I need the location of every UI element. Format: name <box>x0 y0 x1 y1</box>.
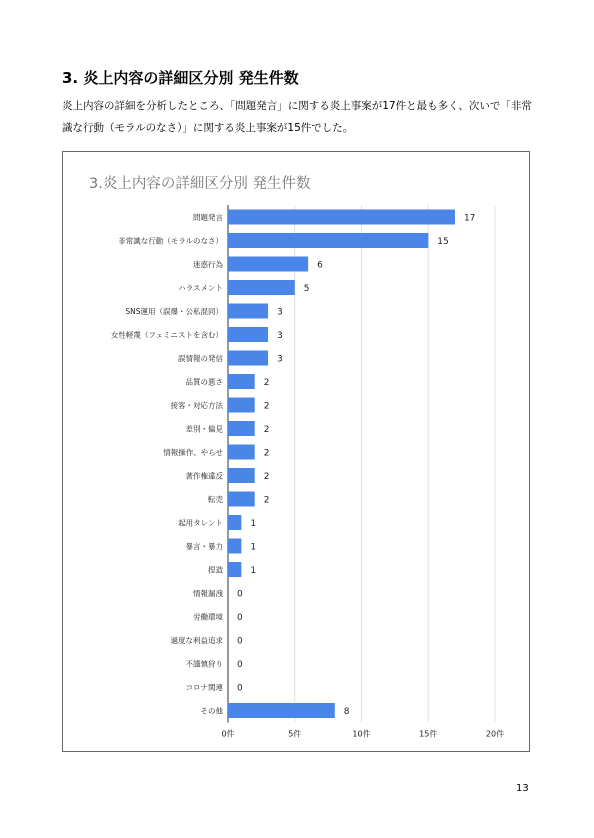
value-label: 2 <box>263 401 270 412</box>
bar <box>228 304 268 319</box>
value-label: 8 <box>343 707 350 717</box>
category-label: ハラスメント <box>178 283 223 293</box>
bar <box>228 280 295 295</box>
chart-title: 3.炎上内容の詳細区分別 発生件数 <box>89 176 311 192</box>
value-label: 3 <box>277 331 283 341</box>
chart-container <box>62 151 530 752</box>
bar <box>228 327 268 342</box>
value-label: 2 <box>263 472 270 482</box>
value-label: 15 <box>437 237 449 247</box>
x-tick-label: 15件 <box>419 729 438 739</box>
category-label: 非常識な行動（モラルのなさ） <box>118 236 223 246</box>
bar <box>228 492 255 507</box>
x-tick-label: 0件 <box>221 729 235 739</box>
category-label: 著作権違反 <box>185 471 223 481</box>
x-tick-label: 10件 <box>352 729 371 739</box>
category-label: 起用タレント <box>178 518 223 528</box>
value-label: 2 <box>263 378 270 388</box>
value-label: 5 <box>303 284 310 294</box>
category-label: 問題発言 <box>193 213 223 222</box>
bar <box>228 421 255 436</box>
category-label: 誤情報の発信 <box>178 354 223 363</box>
category-label: SNS運用（誤爆・公私混同） <box>125 307 223 316</box>
category-label: 差別・偏見 <box>185 424 223 434</box>
bar <box>228 515 241 530</box>
value-label: 2 <box>263 495 270 506</box>
category-label: 情報操作、やらせ <box>163 448 223 457</box>
category-label: 不謹慎狩り <box>185 659 223 669</box>
bar <box>228 562 241 577</box>
category-label: 品質の悪さ <box>185 377 223 387</box>
value-label: 0 <box>237 636 243 647</box>
category-label: 過度な利益追求 <box>170 636 223 645</box>
value-label: 0 <box>237 683 243 694</box>
bar <box>228 539 241 554</box>
section-heading: 3. 炎上内容の詳細区分別 発生件数 <box>62 69 299 87</box>
value-label: 1 <box>250 519 257 529</box>
category-label: 暴言・暴力 <box>185 542 223 551</box>
value-label: 0 <box>237 660 243 670</box>
category-label: 転売 <box>208 495 223 504</box>
page-number: 13 <box>516 783 529 794</box>
bar-layer <box>228 210 455 719</box>
value-label: 0 <box>237 589 243 600</box>
value-label: 2 <box>263 448 270 459</box>
bar <box>228 703 335 718</box>
value-label: 2 <box>263 425 270 435</box>
bar <box>228 233 428 248</box>
value-label: 1 <box>250 566 257 576</box>
category-label: 接客・対応方法 <box>170 401 223 410</box>
value-label: 3 <box>277 354 283 365</box>
category-label: その他 <box>200 706 223 716</box>
x-tick-label: 20件 <box>485 729 505 739</box>
bar <box>228 398 255 413</box>
bar <box>228 351 268 366</box>
bar <box>228 210 455 225</box>
value-label: 1 <box>250 542 257 553</box>
summary-paragraph: 炎上内容の詳細を分析したところ、「問題発言」に関する炎上事案が17件と最も多く、次いで「非常識な行動（モラルのなさ）」に関する炎上事案が15件でした。 <box>62 100 532 134</box>
category-label: 労働環境 <box>193 612 223 622</box>
bar <box>228 374 255 389</box>
value-label: 0 <box>237 613 243 623</box>
value-label: 17 <box>463 213 476 224</box>
tick-label-layer <box>221 729 504 739</box>
category-label: 捏造 <box>208 565 223 575</box>
x-tick-label: 5件 <box>288 729 302 739</box>
category-label: 女性軽蔑（フェミニストを含む） <box>110 330 223 340</box>
bar-chart <box>63 152 531 753</box>
bar <box>228 468 255 483</box>
category-label-layer <box>111 212 224 716</box>
value-label: 6 <box>317 260 323 271</box>
bar <box>228 257 308 272</box>
category-label: コロナ関連 <box>185 683 223 692</box>
value-label: 3 <box>277 307 283 318</box>
category-label: 情報漏洩 <box>193 589 223 598</box>
bar <box>228 445 255 460</box>
category-label: 迷惑行為 <box>193 260 223 269</box>
